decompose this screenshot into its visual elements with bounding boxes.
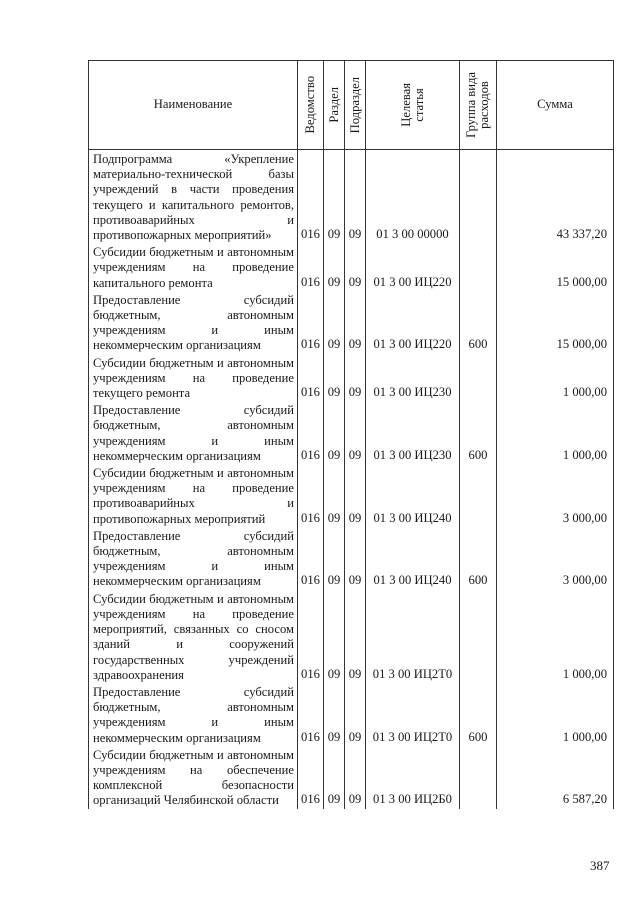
cell-celevaya-statya: 01 3 00 00000	[366, 150, 460, 244]
cell-name: Субсидии бюджетным и автономным учреждениям на проведение мероприятий, связанных со сносом зданий и сооружений государственных учреждений здравоохранения	[89, 590, 298, 683]
cell-summa: 43 337,20	[497, 150, 614, 244]
header-podrazdel: Подраздел	[345, 61, 366, 150]
table-row	[89, 527, 614, 590]
cell-celevaya-statya: 01 3 00 ИЦ2Т0	[366, 683, 460, 746]
cell-razdel: 09	[324, 683, 345, 746]
cell-vedomstvo: 016	[298, 527, 324, 590]
cell-podrazdel: 09	[345, 291, 366, 354]
cell-podrazdel: 09	[345, 401, 366, 464]
cell-vedomstvo: 016	[298, 401, 324, 464]
cell-vedomstvo: 016	[298, 150, 324, 244]
cell-gruppa-vida-rashodov	[460, 354, 497, 402]
cell-name: Субсидии бюджетным и автономным учреждениям на проведение капитального ремонта	[89, 243, 298, 291]
cell-name: Субсидии бюджетным и автономным учреждениям на проведение противоаварийных и противопожарных мероприятий	[89, 464, 298, 527]
cell-summa: 1 000,00	[497, 683, 614, 746]
cell-razdel: 09	[324, 590, 345, 683]
budget-table	[88, 60, 614, 809]
cell-vedomstvo: 016	[298, 464, 324, 527]
cell-summa: 3 000,00	[497, 464, 614, 527]
cell-vedomstvo: 016	[298, 590, 324, 683]
cell-summa: 1 000,00	[497, 401, 614, 464]
cell-summa: 1 000,00	[497, 590, 614, 683]
cell-gruppa-vida-rashodov: 600	[460, 291, 497, 354]
cell-razdel: 09	[324, 401, 345, 464]
cell-gruppa-vida-rashodov: 600	[460, 683, 497, 746]
cell-vedomstvo: 016	[298, 746, 324, 809]
cell-podrazdel: 09	[345, 243, 366, 291]
cell-gruppa-vida-rashodov: 600	[460, 401, 497, 464]
cell-razdel: 09	[324, 291, 345, 354]
table-row	[89, 291, 614, 354]
cell-celevaya-statya: 01 3 00 ИЦ2Т0	[366, 590, 460, 683]
cell-gruppa-vida-rashodov	[460, 746, 497, 809]
table-row	[89, 150, 614, 244]
cell-podrazdel: 09	[345, 746, 366, 809]
table-row	[89, 746, 614, 809]
cell-name: Субсидии бюджетным и автономным учреждениям на обеспечение комплексной безопасности организаций Челябинской области	[89, 746, 298, 809]
cell-celevaya-statya: 01 3 00 ИЦ230	[366, 401, 460, 464]
table-row	[89, 354, 614, 402]
cell-name: Предоставление субсидий бюджетным, автономным учреждениям и иным некоммерческим организациям	[89, 291, 298, 354]
cell-podrazdel: 09	[345, 527, 366, 590]
cell-podrazdel: 09	[345, 464, 366, 527]
cell-name: Подпрограмма «Укрепление материально-технической базы учреждений в части проведения текущего и капитального ремонтов, противоаварийных и противопожарных мероприятий»	[89, 150, 298, 244]
header-name: Наименование	[89, 61, 298, 150]
cell-razdel: 09	[324, 243, 345, 291]
cell-celevaya-statya: 01 3 00 ИЦ240	[366, 527, 460, 590]
cell-gruppa-vida-rashodov	[460, 243, 497, 291]
cell-gruppa-vida-rashodov	[460, 150, 497, 244]
cell-summa: 15 000,00	[497, 291, 614, 354]
cell-summa: 3 000,00	[497, 527, 614, 590]
table-row	[89, 590, 614, 683]
table-header-row	[89, 61, 614, 150]
cell-celevaya-statya: 01 3 00 ИЦ230	[366, 354, 460, 402]
table-row	[89, 683, 614, 746]
cell-razdel: 09	[324, 527, 345, 590]
cell-celevaya-statya: 01 3 00 ИЦ220	[366, 291, 460, 354]
header-razdel: Раздел	[324, 61, 345, 150]
table-row	[89, 401, 614, 464]
cell-celevaya-statya: 01 3 00 ИЦ2Б0	[366, 746, 460, 809]
cell-summa: 6 587,20	[497, 746, 614, 809]
cell-name: Предоставление субсидий бюджетным, автономным учреждениям и иным некоммерческим организациям	[89, 683, 298, 746]
header-vedomstvo: Ведомство	[298, 61, 324, 150]
cell-gruppa-vida-rashodov	[460, 464, 497, 527]
cell-gruppa-vida-rashodov	[460, 590, 497, 683]
cell-name: Субсидии бюджетным и автономным учреждениям на проведение текущего ремонта	[89, 354, 298, 402]
cell-vedomstvo: 016	[298, 243, 324, 291]
table-row	[89, 464, 614, 527]
cell-razdel: 09	[324, 150, 345, 244]
cell-razdel: 09	[324, 354, 345, 402]
header-celevaya-statya: Целевая статья	[366, 61, 460, 150]
cell-vedomstvo: 016	[298, 354, 324, 402]
cell-gruppa-vida-rashodov: 600	[460, 527, 497, 590]
cell-podrazdel: 09	[345, 683, 366, 746]
cell-name: Предоставление субсидий бюджетным, автономным учреждениям и иным некоммерческим организациям	[89, 527, 298, 590]
header-summa: Сумма	[497, 61, 614, 150]
cell-razdel: 09	[324, 464, 345, 527]
cell-celevaya-statya: 01 3 00 ИЦ220	[366, 243, 460, 291]
cell-summa: 1 000,00	[497, 354, 614, 402]
header-gruppa-vida-rashodov: Группа вида расходов	[460, 61, 497, 150]
cell-podrazdel: 09	[345, 590, 366, 683]
cell-summa: 15 000,00	[497, 243, 614, 291]
cell-podrazdel: 09	[345, 354, 366, 402]
cell-name: Предоставление субсидий бюджетным, автономным учреждениям и иным некоммерческим организациям	[89, 401, 298, 464]
cell-razdel: 09	[324, 746, 345, 809]
page-number: 387	[590, 858, 610, 873]
cell-podrazdel: 09	[345, 150, 366, 244]
cell-vedomstvo: 016	[298, 683, 324, 746]
table-row	[89, 243, 614, 291]
cell-vedomstvo: 016	[298, 291, 324, 354]
cell-celevaya-statya: 01 3 00 ИЦ240	[366, 464, 460, 527]
